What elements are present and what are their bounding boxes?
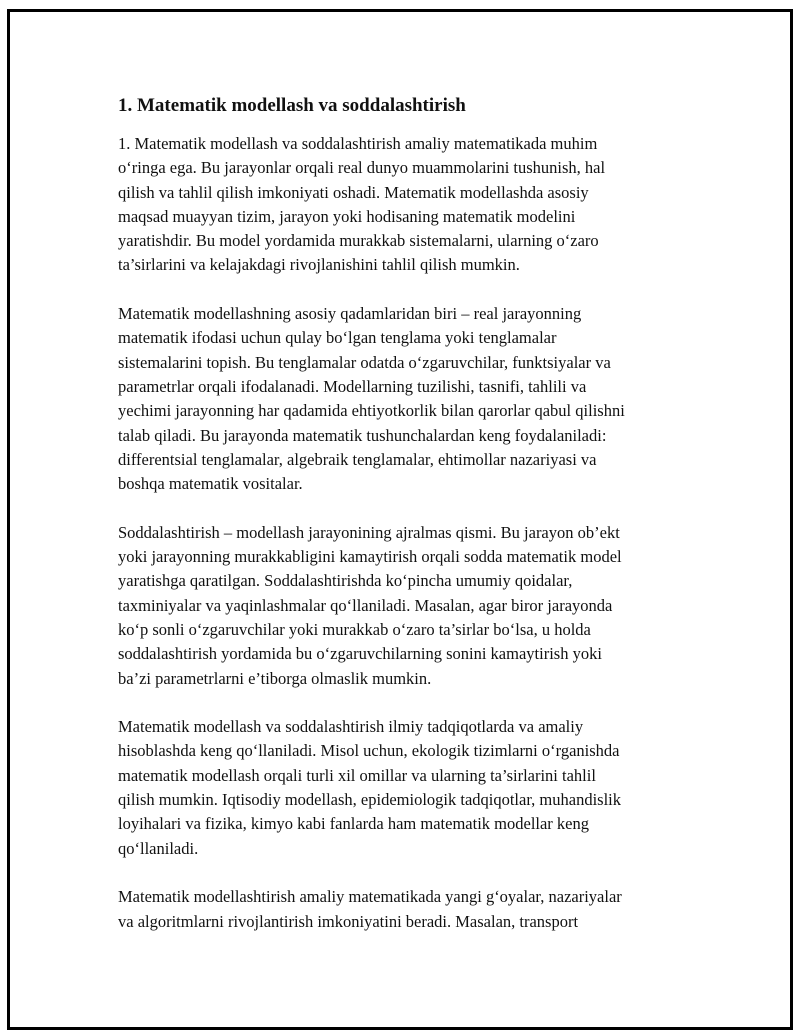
document-body [118, 94, 678, 958]
text-line: Matematik modellash va soddalashtirish ilmiy tadqiqotlarda va amaliy [118, 717, 584, 737]
text-line: Matematik modellashtirish amaliy matematikada yangi g‘oyalar, nazariyalar [118, 887, 622, 907]
text-line: loyihalari va fizika, kimyo kabi fanlarda ham matematik modellar keng [118, 814, 589, 834]
text-line: talab qiladi. Bu jarayonda matematik tushunchalardan keng foydalaniladi: [118, 425, 607, 445]
text-line: ta’sirlarini va kelajakdagi rivojlanishini tahlil qilish mumkin. [118, 255, 520, 275]
paragraph [118, 302, 678, 496]
text-line: 1. Matematik modellash va soddalashtirish amaliy matematikada muhim [118, 134, 598, 153]
text-line: yoki jarayonning murakkabligini kamaytirish orqali sodda matematik model [118, 547, 622, 567]
text-line: yaratishga qaratilgan. Soddalashtirishda ko‘pincha umumiy qoidalar, [118, 571, 573, 591]
text-line: ko‘p sonli o‘zgaruvchilar yoki murakkab o‘zaro ta’sirlar bo‘lsa, u holda [118, 619, 591, 639]
text-line: ba’zi parametrlarni e’tiborga olmaslik mumkin. [118, 668, 432, 688]
text-line: yaratishdir. Bu model yordamida murakkab sistemalarni, ularning o‘zaro [118, 231, 599, 251]
text-line: parametrlar orqali ifodalanadi. Modellarning tuzilishi, tasnifi, tahlili va [118, 376, 587, 396]
text-line: qilish mumkin. Iqtisodiy modellash, epidemiologik tadqiqotlar, muhandislik [118, 790, 622, 810]
text-line: boshqa matematik vositalar. [118, 474, 303, 494]
paragraph [118, 132, 678, 278]
text-line: qilish va tahlil qilish imkoniyati oshadi. Matematik modellashda asosiy [118, 182, 589, 202]
text-line: matematik modellash orqali turli xil omillar va ularning ta’sirlarini tahlil [118, 765, 596, 785]
text-line: differentsial tenglamalar, algebraik tenglamalar, ehtimollar nazariyasi va [118, 449, 597, 469]
text-line: maqsad muayyan tizim, jarayon yoki hodisaning matematik modelini [118, 206, 576, 226]
text-line: soddalashtirish yordamida bu o‘zgaruvchilarning sonini kamaytirish yoki [118, 644, 602, 664]
text-line: va algoritmlarni rivojlantirish imkoniyatini beradi. Masalan, transport [118, 911, 579, 931]
text-line: Soddalashtirish – modellash jarayonining ajralmas qismi. Bu jarayon ob’ekt [118, 522, 620, 542]
text-line: taxminiyalar va yaqinlashmalar qo‘llaniladi. Masalan, agar biror jarayonda [118, 595, 613, 615]
page-title: 1. Matematik modellash va soddalashtirish [118, 95, 466, 116]
text-line: sistemalarini topish. Bu tenglamalar odatda o‘zgaruvchilar, funktsiyalar va [118, 352, 611, 372]
text-line: Matematik modellashning asosiy qadamlaridan biri – real jarayonning [118, 304, 582, 324]
text-line: matematik ifodasi uchun qulay bo‘lgan tenglama yoki tenglamalar [118, 328, 557, 348]
text-line: qo‘llaniladi. [118, 838, 199, 858]
paragraph [118, 885, 678, 934]
text-line: yechimi jarayonning har qadamida ehtiyotkorlik bilan qarorlar qabul qilishni [118, 401, 625, 421]
text-line: hisoblashda keng qo‘llaniladi. Misol uchun, ekologik tizimlarni o‘rganishda [118, 741, 620, 761]
text-line: o‘ringa ega. Bu jarayonlar orqali real dunyo muammolarini tushunish, hal [118, 158, 606, 178]
paragraph [118, 715, 678, 861]
paragraph [118, 521, 678, 691]
